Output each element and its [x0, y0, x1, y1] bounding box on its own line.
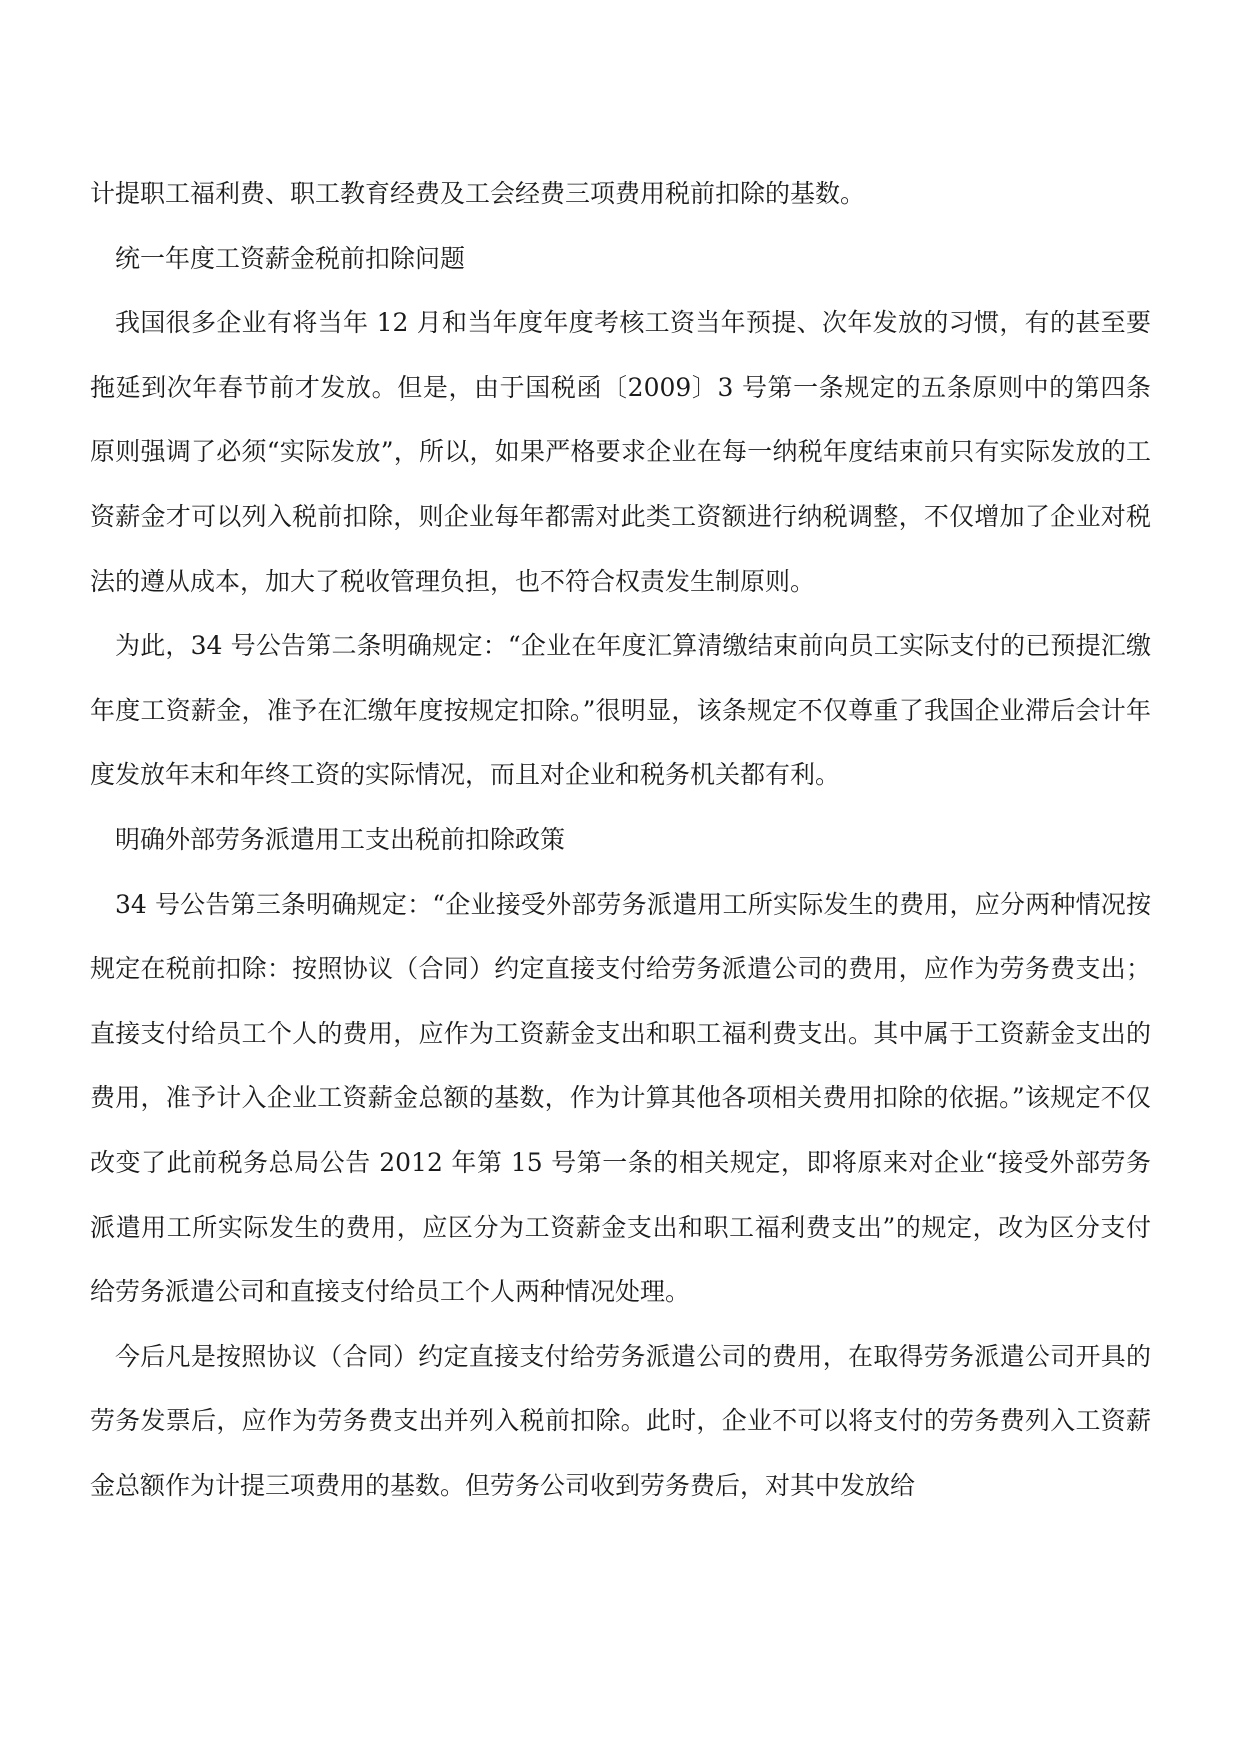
- paragraph-3: 我国很多企业有将当年 12 月和当年度年度考核工资当年预提、次年发放的习惯，有的甚至要拖延到次年春节前才发放。但是，由于国税函〔2009〕3 号第一条规定的五条原则中的第四条原则强调了必须“实际发放”，所以，如果严格要求企业在每一纳税年度结束前只有实际发放的工资薪金才可以列入税前扣除，则企业每年都需对此类工资额进行纳税调整，不仅增加了企业对税法的遵从成本，加大了税收管理负担，也不符合权责发生制原则。: [90, 308, 1151, 596]
- paragraph-1: 计提职工福利费、职工教育经费及工会经费三项费用税前扣除的基数。: [90, 179, 866, 208]
- section-heading-labor-dispatch: 明确外部劳务派遣用工支出税前扣除政策: [115, 824, 566, 854]
- section-heading-unified-year-wages: 统一年度工资薪金税前扣除问题: [115, 243, 466, 273]
- paragraph-7: 今后凡是按照协议（合同）约定直接支付给劳务派遣公司的费用，在取得劳务派遣公司开具的劳务发票后，应作为劳务费支出并列入税前扣除。此时，企业不可以将支付的劳务费列入工资薪金总额作为计提三项费用的基数。但劳务公司收到劳务费后，对其中发放给: [90, 1341, 1151, 1500]
- paragraph-4: 为此，34 号公告第二条明确规定：“企业在年度汇算清缴结束前向员工实际支付的已预提汇缴年度工资薪金，准予在汇缴年度按规定扣除。”很明显，该条规定不仅尊重了我国企业滞后会计年度发放年末和年终工资的实际情况，而且对企业和税务机关都有利。: [90, 631, 1151, 790]
- paragraph-6: 34 号公告第三条明确规定：“企业接受外部劳务派遣用工所实际发生的费用，应分两种情况按规定在税前扣除：按照协议（合同）约定直接支付给劳务派遣公司的费用，应作为劳务费支出；直接支付给员工个人的费用，应作为工资薪金支出和职工福利费支出。其中属于工资薪金支出的费用，准予计入企业工资薪金总额的基数，作为计算其他各项相关费用扣除的依据。”该规定不仅改变了此前税务总局公告 2012 年第 15 号第一条的相关规定，即将原来对企业“接受外部劳务派遣用工所实际发生的费用，应区分为工资薪金支出和职工福利费支出”的规定，改为区分支付给劳务派遣公司和直接支付给员工个人两种情况处理。: [90, 889, 1151, 1307]
- document-body: [90, 162, 1151, 1518]
